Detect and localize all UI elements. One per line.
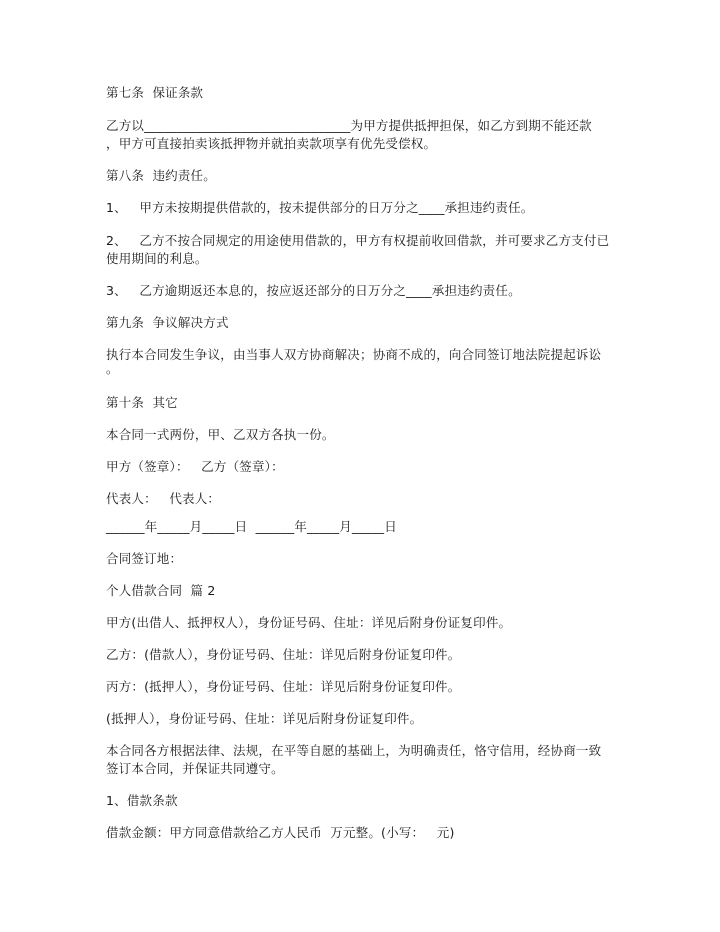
- party-c: 丙方：(抵押人），身份证号码、住址：详见后附身份证复印件。: [106, 679, 461, 694]
- mortgagor-line: (抵押人），身份证号码、住址：详见后附身份证复印件。: [106, 711, 423, 726]
- clause-2: 2、 乙方不按合同规定的用途使用借款的，甲方有权提前收回借款，并可要求乙方支付已: [106, 233, 610, 248]
- party-a: 甲方(出借人、抵押权人），身份证号码、住址：详见后附身份证复印件。: [106, 615, 512, 630]
- date-line: ______年_____月_____日 ______年_____月_____日: [106, 519, 397, 534]
- party-b: 乙方：(借款人），身份证号码、住址：详见后附身份证复印件。: [106, 647, 461, 662]
- signing-place: 合同签订地：: [106, 551, 183, 566]
- section-title: 个人借款合同 篇 2: [106, 583, 216, 598]
- article-9-heading: 第九条 争议解决方式: [106, 315, 229, 330]
- loan-clause-heading: 1、借款条款: [106, 793, 178, 808]
- paragraph-line: ，甲方可直接拍卖该抵押物并就拍卖款项享有优先受偿权。: [106, 136, 437, 151]
- representative-line: 代表人： 代表人：: [106, 491, 221, 506]
- clause-3: 3、 乙方逾期返还本息的，按应返还部分的日万分之____承担违约责任。: [106, 283, 521, 298]
- clause-2-cont: 使用期间的利息。: [106, 251, 208, 266]
- paragraph-line: 本合同一式两份，甲、乙双方各执一份。: [106, 427, 335, 442]
- loan-amount-line: 借款金额：甲方同意借款给乙方人民币 万元整。(小写： 元): [106, 825, 455, 840]
- article-7-heading: 第七条 保证条款: [106, 85, 204, 100]
- article-10-heading: 第十条 其它: [106, 395, 178, 410]
- paragraph-line: 。: [106, 361, 119, 376]
- paragraph-line: 签订本合同，并保证共同遵守。: [106, 761, 284, 776]
- paragraph-line: 执行本合同发生争议，由当事人双方协商解决；协商不成的，向合同签订地法院提起诉讼: [106, 347, 602, 362]
- article-8-heading: 第八条 违约责任。: [106, 168, 216, 183]
- signature-line: 甲方（签章）： 乙方（签章）：: [106, 459, 284, 474]
- paragraph-line: 乙方以________________________________为甲方提供抵押担保，如乙方到期不能还款: [106, 118, 592, 133]
- clause-1: 1、 甲方未按期提供借款的，按未提供部分的日万分之____承担违约责任。: [106, 200, 534, 215]
- paragraph-line: 本合同各方根据法律、法规，在平等自愿的基础上，为明确责任，恪守信用，经协商一致: [106, 743, 602, 758]
